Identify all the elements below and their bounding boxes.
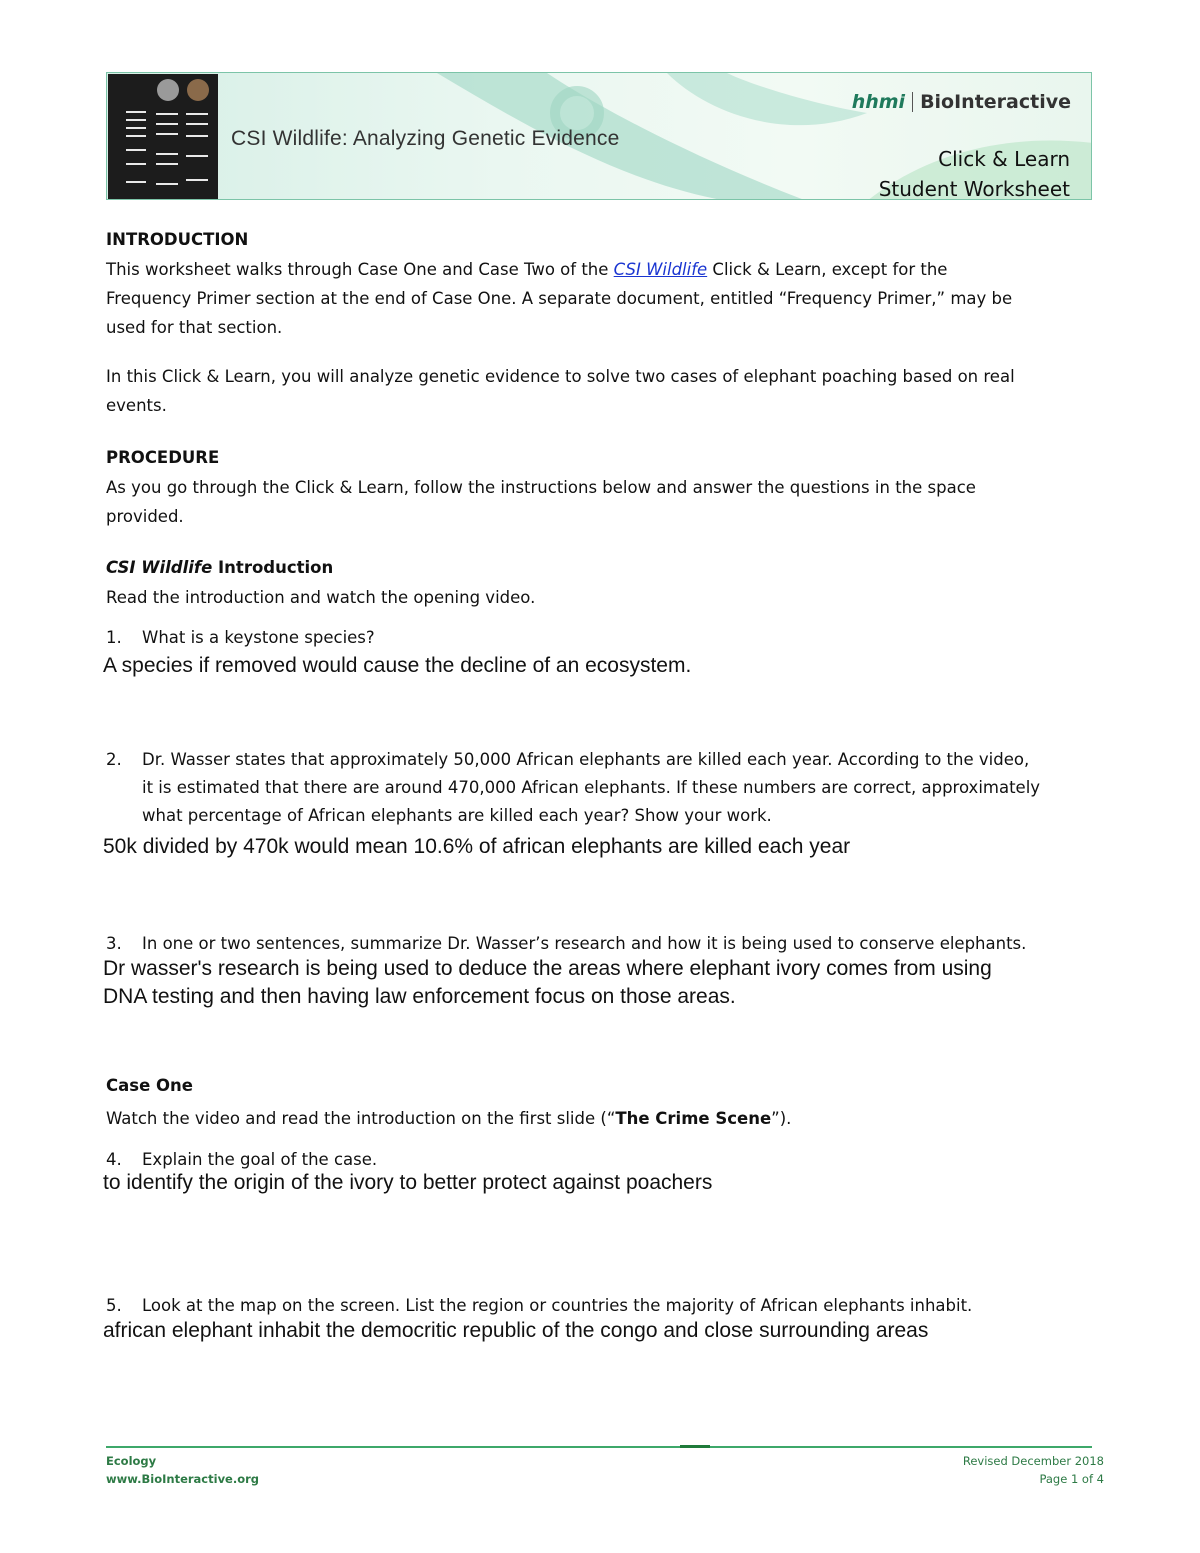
intro-paragraph-1: [106, 255, 1106, 342]
question-5-text: Look at the map on the screen. List the region or countries the majority of African elephants inhabit.: [142, 1296, 973, 1315]
question-2-line-3: what percentage of African elephants are killed each year? Show your work.: [142, 806, 772, 825]
case-one-instr-bold: The Crime Scene: [615, 1109, 772, 1128]
question-4-number: 4.: [106, 1150, 122, 1169]
case-one-instr-a: Watch the video and read the introduction on the first slide (“: [106, 1109, 616, 1128]
logo-separator: [912, 92, 913, 112]
case-one-instruction: [106, 1104, 1106, 1133]
intro-p2-line-2: events.: [106, 396, 167, 415]
csi-intro-heading-italic: CSI Wildlife: [106, 558, 213, 577]
csi-intro-heading-rest: Introduction: [212, 558, 334, 577]
logo-biointeractive-text: BioInteractive: [920, 91, 1071, 113]
footer-divider-accent: [680, 1445, 710, 1448]
answer-4: to identify the origin of the ivory to better protect against poachers: [103, 1171, 713, 1194]
procedure-line-1: As you go through the Click & Learn, follow the instructions below and answer the questions in the space: [106, 478, 976, 497]
footer-divider: [106, 1446, 1092, 1448]
procedure-heading: PROCEDURE: [106, 448, 220, 467]
footer-website[interactable]: www.BioInteractive.org: [106, 1472, 260, 1486]
case-one-heading: Case One: [106, 1076, 193, 1095]
question-1-text: What is a keystone species?: [142, 628, 375, 647]
hhmi-biointeractive-logo: [852, 91, 1071, 113]
question-3-text: In one or two sentences, summarize Dr. Wasser’s research and how it is being used to conserve elephants.: [142, 934, 1027, 953]
subtitle-click-learn: Click & Learn: [938, 147, 1070, 171]
intro-heading: INTRODUCTION: [106, 230, 249, 249]
intro-text-a: This worksheet walks through Case One and Case Two of the: [106, 260, 614, 279]
worksheet-title: CSI Wildlife: Analyzing Genetic Evidence: [231, 127, 620, 150]
footer-revised-date: Revised December 2018: [962, 1454, 1104, 1468]
answer-3-line-1: Dr wasser's research is being used to deduce the areas where elephant ivory comes from using: [103, 957, 992, 980]
header-banner: [106, 72, 1092, 200]
question-2: [106, 746, 1096, 830]
intro-line-2: Frequency Primer section at the end of Case One. A separate document, entitled “Frequency Primer,” may be: [106, 289, 1013, 308]
csi-intro-heading: [106, 558, 333, 577]
question-2-line-2: it is estimated that there are around 470,000 African elephants. If these numbers are correct, approximately: [142, 778, 1041, 797]
answer-3-line-2: DNA testing and then having law enforcement focus on those areas.: [103, 985, 736, 1008]
intro-paragraph-2: [106, 362, 1106, 420]
footer-page-number: Page 1 of 4: [1039, 1472, 1104, 1486]
answer-2: 50k divided by 470k would mean 10.6% of african elephants are killed each year: [103, 835, 851, 858]
csi-wildlife-link[interactable]: CSI Wildlife: [613, 260, 708, 279]
question-1: [106, 624, 1096, 652]
csi-intro-instruction: Read the introduction and watch the opening video.: [106, 588, 536, 607]
intro-p2-line-1: In this Click & Learn, you will analyze genetic evidence to solve two cases of elephant poaching based on real: [106, 367, 1015, 386]
procedure-paragraph: [106, 473, 1106, 531]
logo-hhmi-text: hhmi: [851, 91, 906, 113]
answer-5: african elephant inhabit the democritic republic of the congo and close surrounding areas: [103, 1319, 929, 1342]
answer-3: [103, 955, 1103, 1011]
answer-1: A species if removed would cause the decline of an ecosystem.: [103, 654, 692, 677]
gel-thumbnail-image: [108, 74, 218, 199]
case-one-instr-b: ”).: [771, 1109, 792, 1128]
question-3: [106, 930, 1096, 958]
question-5-number: 5.: [106, 1296, 122, 1315]
question-2-line-1: Dr. Wasser states that approximately 50,000 African elephants are killed each year. According to the video,: [142, 750, 1030, 769]
question-3-number: 3.: [106, 934, 122, 953]
subtitle-student-worksheet: Student Worksheet: [878, 177, 1070, 200]
question-1-number: 1.: [106, 628, 122, 647]
footer-subject: Ecology: [106, 1454, 157, 1468]
intro-text-b: Click & Learn, except for the: [707, 260, 948, 279]
question-4-text: Explain the goal of the case.: [142, 1150, 378, 1169]
procedure-line-2: provided.: [106, 507, 184, 526]
question-5: [106, 1292, 1096, 1320]
question-2-number: 2.: [106, 750, 122, 769]
intro-line-3: used for that section.: [106, 318, 283, 337]
